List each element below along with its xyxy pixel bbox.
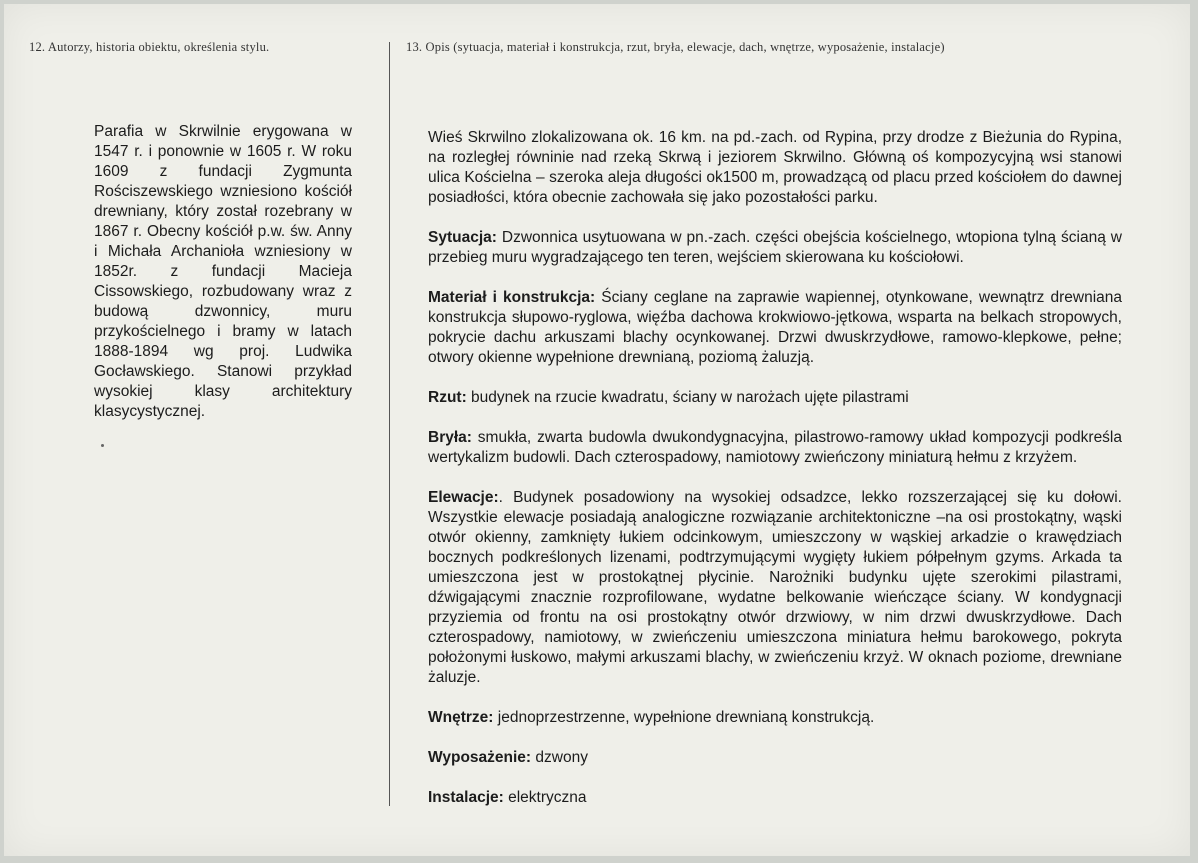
installations-label: Instalacje: — [428, 789, 504, 806]
material-label: Materiał i konstrukcja: — [428, 289, 596, 306]
installations-text: elektryczna — [503, 789, 587, 806]
interior-text: jednoprzestrzenne, wypełnione drewnianą konstrukcją. — [493, 709, 875, 726]
plan-label: Rzut: — [428, 389, 467, 406]
intro-paragraph: Wieś Skrwilno zlokalizowana ok. 16 km. na pd.-zach. od Rypina, przy drodze z Bieżunia do Rypina, na rozległej równinie nad rzeką Skrwą i jeziorem Skrwilno. Główną oś kompozycyjną wsi stanowi ulica Kościelna – szeroka aleja długości ok1500 m, prowadzącą od placu przed kościołem do dawnej posiadłości, która obecnie zachowała się jako pozostałości parku. — [428, 129, 1122, 206]
history-text: Parafia w Skrwilnie erygowana w 1547 r. i ponownie w 1605 r. W roku 1609 z fundacji Zygmunta Rościszewskiego wzniesiono kościół drewniany, który został rozebrany w 1867 r. Obecny kościół p.w. św. Anny i Michała Archanioła wzniesiony w 1852r. z fundacji Macieja Cissowskiego, rozbudowany wraz z budową dzwonnicy, muru przykościelnego i bramy w latach 1888-1894 wg proj. Ludwika Gocławskiego. Stanowi przykład wysokiej klasy architektury klasycystycznej. — [94, 123, 352, 420]
mass-paragraph — [428, 428, 1122, 468]
description-column — [428, 128, 1122, 828]
material-paragraph — [428, 288, 1122, 368]
equipment-text: dzwony — [531, 749, 588, 766]
interior-paragraph — [428, 708, 1122, 728]
mass-label: Bryła: — [428, 429, 472, 446]
equipment-label: Wyposażenie: — [428, 749, 532, 766]
section-13-header: 13. Opis (sytuacja, materiał i konstrukcja, rzut, bryła, elewacje, dach, wnętrze, wyposażenie, instalacje) — [406, 40, 945, 54]
elevations-text: . Budynek posadowiony na wysokiej odsadzce, lekko rozszerzającej się ku dołowi. Wszystkie elewacje posiadają analogiczne rozwiązanie architektoniczne –na osi prostokątny, wąski otwór okienny, zamknięty łukiem odcinkowym, umieszczony w wąskiej arkadzie o krawędziach bocznych podkreślonych lizenami, podtrzymującymi wygięty łukiem półpełnym gzyms. Arkada ta umieszczona jest w prostokątnej płycinie. Narożniki budynku ujęte szerokimi pilastrami, dźwigającymi znacznie rozprofilowane, wydatne belkowanie wieńczące ściany. W kondygnacji przyziemia od frontu na osi prostokątny otwór drzwiowy, w nim drzwi dwuskrzydłowe. Dach czterospadowy, namiotowy, w zwieńczeniu umieszczona miniatura hełmu barokowego, pokryta położonymi łuskowo, małymi arkuszami blachy, w zwieńczeniu krzyż. W oknach poziome, drewniane żaluzje. — [428, 489, 1122, 686]
plan-text: budynek na rzucie kwadratu, ściany w narożach ujęte pilastrami — [466, 389, 909, 406]
document-page — [4, 4, 1190, 856]
column-divider — [389, 42, 390, 806]
situation-paragraph — [428, 228, 1122, 268]
section-12-header: 12. Autorzy, historia obiektu, określenia stylu. — [29, 40, 270, 54]
elevations-label: Elewacje: — [428, 489, 499, 506]
interior-label: Wnętrze: — [428, 709, 494, 726]
mass-text: smukła, zwarta budowla dwukondygnacyjna, pilastrowo-ramowy układ kompozycji podkreśla wertykalizm budowli. Dach czterospadowy, namiotowy zwieńczony miniaturą hełmu z krzyżem. — [428, 429, 1122, 466]
stray-mark — [101, 444, 104, 447]
equipment-paragraph — [428, 748, 1122, 768]
material-text: Ściany ceglane na zaprawie wapiennej, otynkowane, wewnątrz drewniana konstrukcja słupowo-ryglowa, więźba dachowa krokwiowo-jętkowa, wsparta na belkach stropowych, pokrycie dachu arkuszami blachy ocynkowanej. Drzwi dwuskrzydłowe, ramowo-klepkowe, pełne; otwory okienne wypełnione drewnianą, poziomą żaluzją. — [428, 289, 1122, 366]
situation-text: Dzwonnica usytuowana w pn.-zach. części obejścia kościelnego, wtopiona tylną ścianą w przebieg muru wygradzającego ten teren, wejściem skierowana ku kościołowi. — [428, 229, 1122, 266]
plan-paragraph — [428, 388, 1122, 408]
elevations-paragraph — [428, 488, 1122, 688]
situation-label: Sytuacja: — [428, 229, 497, 246]
installations-paragraph — [428, 788, 1122, 808]
